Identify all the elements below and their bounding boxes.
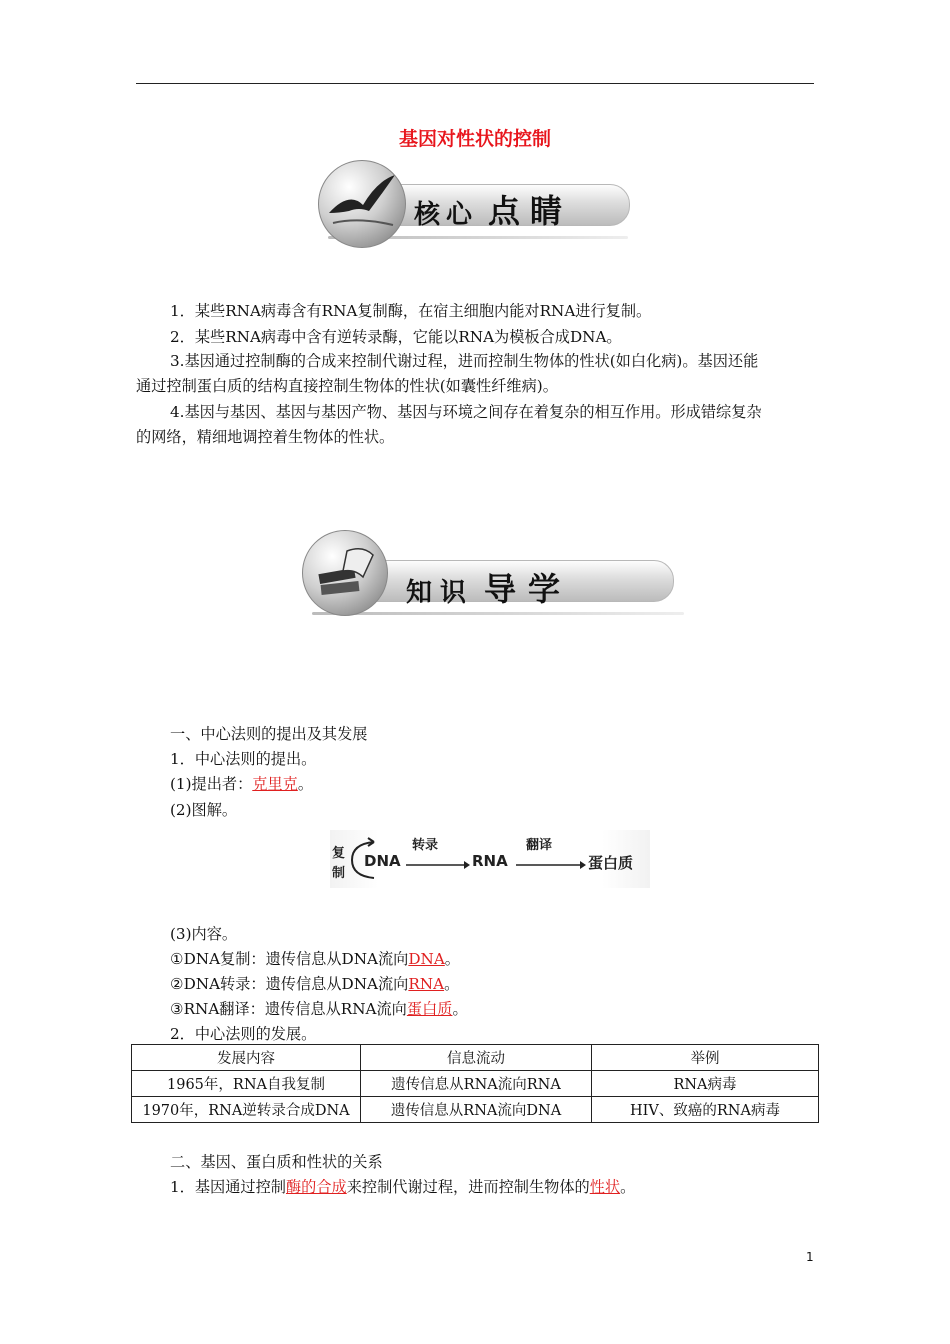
table-cell: 遗传信息从RNA流向DNA: [361, 1097, 592, 1123]
banner-char: 点: [488, 192, 525, 230]
content-item: [170, 946, 460, 972]
line-prefix: 1．基因通过控制: [170, 1178, 286, 1196]
banner-char: 导: [484, 570, 521, 608]
table-cell: HIV、致癌的RNA病毒: [592, 1097, 819, 1123]
item-suffix: 。: [452, 1000, 468, 1018]
line-suffix: 。: [620, 1178, 636, 1196]
proposer-answer: 克里克: [252, 775, 298, 793]
protein-node: 蛋白质: [588, 854, 634, 872]
page-number: 1: [806, 1250, 814, 1264]
table-header-cell: 举例: [592, 1045, 819, 1071]
bird-emblem-icon: [318, 160, 406, 248]
table-cell: 1970年，RNA逆转录合成DNA: [132, 1097, 361, 1123]
core-point-line: 3.基因通过控制酶的合成来控制代谢过程，进而控制生物体的性状(如白化病)。基因还能: [170, 352, 759, 370]
core-point-line: 通过控制蛋白质的结构直接控制生物体的性状(如囊性纤维病)。: [136, 377, 558, 395]
relation-line: [170, 1174, 635, 1200]
translation-arrow-icon: [516, 860, 586, 870]
subsection-heading: 2．中心法则的发展。: [170, 1025, 317, 1043]
banner-char: 识: [440, 578, 471, 608]
banner-char: 睛: [530, 192, 567, 230]
replicate-label-bottom: 制: [332, 866, 346, 881]
core-point-line: 4.基因与基因、基因与基因产物、基因与环境之间存在着复杂的相互作用。形成错综复杂: [170, 403, 762, 421]
table-header-cell: 发展内容: [132, 1045, 361, 1071]
section-heading: 二、基因、蛋白质和性状的关系: [170, 1153, 383, 1171]
rna-node: RNA: [472, 852, 508, 870]
core-points-banner: [318, 160, 630, 246]
diagram-label: (2)图解。: [170, 801, 238, 819]
line-middle: 来控制代谢过程，进而控制生物体的: [346, 1178, 590, 1196]
item-suffix: 。: [444, 975, 460, 993]
answer-trait: 性状: [589, 1178, 621, 1196]
content-item: [170, 971, 459, 997]
content-label: (3)内容。: [170, 925, 238, 943]
table-cell: RNA病毒: [592, 1071, 819, 1097]
books-emblem-icon: [302, 530, 388, 616]
subsection-heading: 1．中心法则的提出。: [170, 750, 317, 768]
content-item: [170, 996, 468, 1022]
item-answer: 蛋白质: [406, 1000, 453, 1018]
replicate-label-top: 复: [332, 846, 346, 861]
central-dogma-diagram: [330, 830, 650, 888]
item-prefix: ③RNA翻译：遗传信息从RNA流向: [170, 1000, 407, 1018]
table-header-row: [132, 1045, 819, 1071]
core-point-line: 的网络，精细地调控着生物体的性状。: [136, 428, 395, 446]
table-cell: 遗传信息从RNA流向RNA: [361, 1071, 592, 1097]
transcription-arrow-icon: [406, 860, 470, 870]
banner-char: 心: [446, 200, 477, 230]
header-rule: [136, 83, 814, 84]
banner-char: 知: [406, 578, 437, 608]
banner-char: 核: [414, 200, 445, 230]
core-point-line: 1．某些RNA病毒含有RNA复制酶，在宿主细胞内能对RNA进行复制。: [170, 302, 652, 320]
item-prefix: ②DNA转录：遗传信息从DNA流向: [170, 975, 409, 993]
proposer-line: [170, 771, 313, 797]
dna-node: DNA: [364, 852, 401, 870]
document-title: 基因对性状的控制: [398, 128, 551, 150]
table-row: [132, 1097, 819, 1123]
table-row: [132, 1071, 819, 1097]
proposer-prefix: (1)提出者：: [170, 775, 253, 793]
knowledge-guide-banner: [302, 530, 682, 620]
answer-enzyme-synthesis: 酶的合成: [285, 1178, 347, 1196]
table-header-cell: 信息流动: [361, 1045, 592, 1071]
item-suffix: 。: [444, 950, 460, 968]
central-dogma-development-table: [131, 1044, 819, 1123]
item-prefix: ①DNA复制：遗传信息从DNA流向: [170, 950, 409, 968]
core-point-line: 2．某些RNA病毒中含有逆转录酶，它能以RNA为模板合成DNA。: [170, 328, 622, 346]
table-cell: 1965年，RNA自我复制: [132, 1071, 361, 1097]
proposer-suffix: 。: [297, 775, 314, 793]
item-answer: DNA: [408, 950, 445, 968]
section-heading: 一、中心法则的提出及其发展: [170, 725, 368, 743]
translation-label: 翻译: [526, 838, 553, 853]
item-answer: RNA: [408, 975, 445, 993]
banner-char: 学: [528, 570, 565, 608]
transcription-label: 转录: [412, 838, 439, 853]
